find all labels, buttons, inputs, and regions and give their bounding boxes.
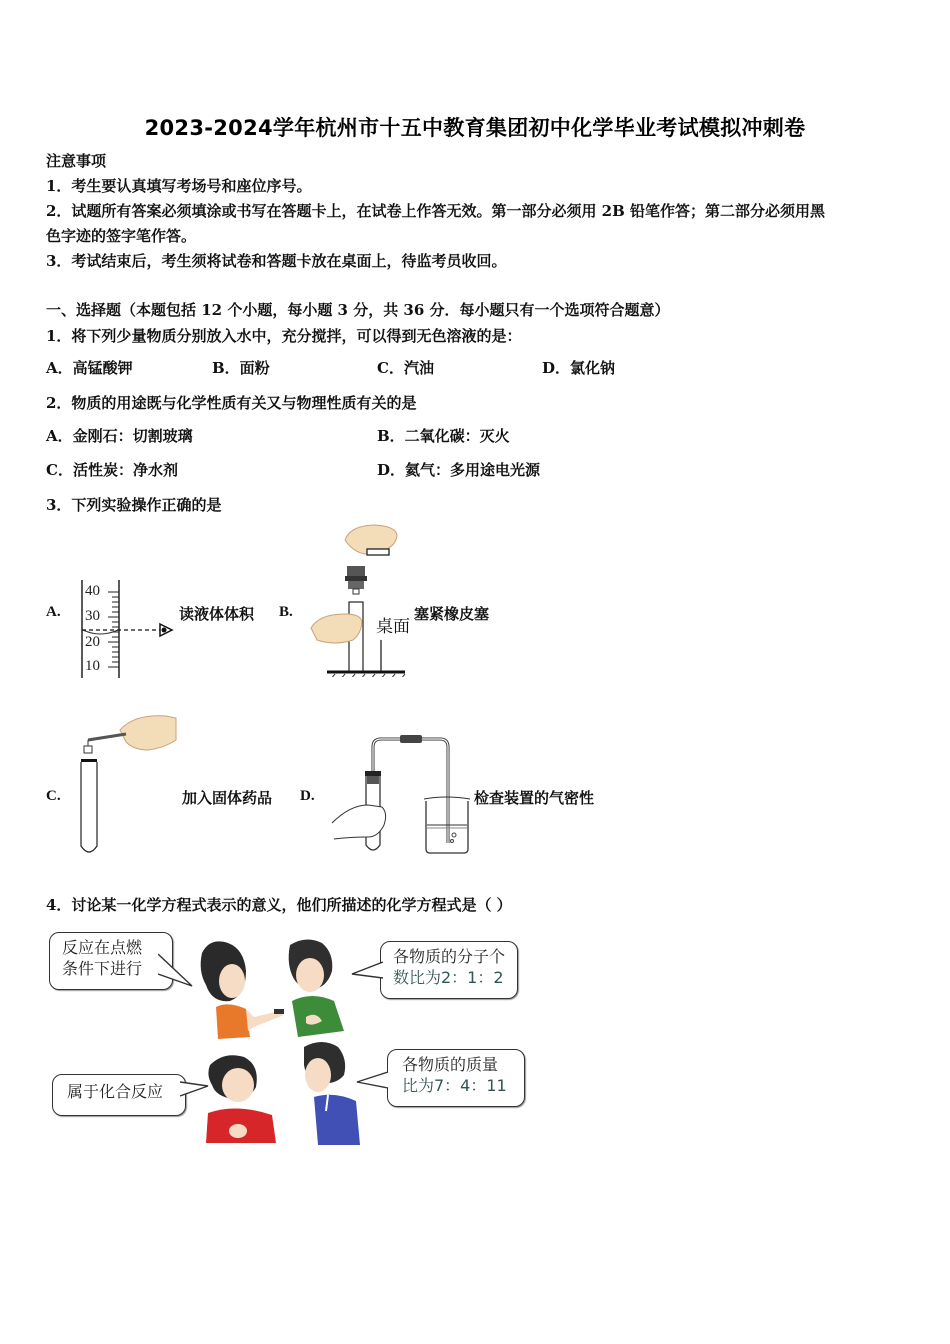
question-4-stem: 4．讨论某一化学方程式表示的意义，他们所描述的化学方程式是（ ） <box>46 896 512 914</box>
bubble-text-line1: 各物质的分子个 <box>393 947 506 966</box>
bubble-text-line2: 条件下进行 <box>62 959 143 978</box>
bubble-text-line1: 反应在点燃 <box>62 938 143 957</box>
notice-item-2: 2．试题所有答案必须填涂或书写在答题卡上，在试卷上作答无效。第一部分必须用 2B 铅笔作答；第二部分必须用黑 <box>46 202 826 220</box>
notices-heading: 注意事项 <box>46 152 107 170</box>
boy-green-shirt-icon <box>289 939 344 1037</box>
page-title: 2023-2024学年杭州市十五中教育集团初中化学毕业考试模拟冲刺卷 <box>144 116 806 140</box>
airtightness-apparatus-illustration <box>330 733 475 858</box>
question-1-option-d[interactable]: D．氯化钠 <box>542 359 616 377</box>
question-2-option-c[interactable]: C．活性炭：净水剂 <box>46 461 178 479</box>
question-3-option-c-caption: 加入固体药品 <box>182 789 273 807</box>
speech-bubble-combination <box>52 1074 186 1116</box>
speech-bubble-ignition <box>49 932 173 990</box>
question-2-option-a[interactable]: A．金刚石：切割玻璃 <box>46 427 193 445</box>
bubble-text-line2: 数比为2：1：2 <box>393 968 504 987</box>
question-1-option-c[interactable]: C．汽油 <box>377 359 434 377</box>
speech-bubble-molecule-ratio <box>380 941 518 999</box>
girl-character-icon <box>201 941 284 1039</box>
question-1-option-b[interactable]: B．面粉 <box>212 359 270 377</box>
question-2-stem: 2．物质的用途既与化学性质有关又与物理性质有关的是 <box>46 394 417 412</box>
notice-item-2-cont: 色字迹的签字笔作答。 <box>46 227 197 245</box>
notice-item-3: 3．考试结束后，考生须将试卷和答题卡放在桌面上，待监考员收回。 <box>46 252 507 270</box>
question-2-option-b[interactable]: B．二氧化碳：灭火 <box>377 427 510 445</box>
bubble-text-line1: 属于化合反应 <box>67 1082 164 1101</box>
notice-item-1: 1．考生要认真填写考场号和座位序号。 <box>46 177 312 195</box>
test-tube-stopper-illustration <box>305 522 415 677</box>
scale-label-20: 20 <box>85 634 100 650</box>
question-3-option-a-label[interactable]: A. <box>46 604 61 620</box>
speech-bubble-mass-ratio <box>387 1049 525 1107</box>
question-3-option-b-caption: 塞紧橡皮塞 <box>414 605 490 623</box>
question-3-option-a-caption: 读液体体积 <box>179 605 255 623</box>
scale-label-30: 30 <box>85 608 100 624</box>
desk-label: 桌面 <box>376 617 410 637</box>
question-3-option-c-label[interactable]: C. <box>46 788 61 804</box>
bubble-text-line1: 各物质的质量 <box>402 1055 499 1074</box>
question-2-option-d[interactable]: D．氦气：多用途电光源 <box>377 461 541 479</box>
question-3-option-b-label[interactable]: B. <box>279 604 293 620</box>
boy-blue-shirt-icon <box>304 1042 360 1145</box>
scale-label-40: 40 <box>85 583 100 599</box>
question-3-option-d-label[interactable]: D. <box>300 788 315 804</box>
question-3-stem: 3．下列实验操作正确的是 <box>46 496 222 514</box>
question-3-option-d-caption: 检查装置的气密性 <box>474 789 595 807</box>
question-1-stem: 1．将下列少量物质分别放入水中，充分搅拌，可以得到无色溶液的是： <box>46 327 522 345</box>
section-heading: 一、选择题（本题包括 12 个小题，每小题 3 分，共 36 分．每小题只有一个选项符合题意） <box>46 301 670 319</box>
bubble-text-line2: 比为7：4：11 <box>402 1076 507 1095</box>
students-discussion-illustration <box>188 935 368 1150</box>
scale-label-10: 10 <box>85 658 100 674</box>
tweezers-test-tube-illustration <box>78 710 188 860</box>
question-1-option-a[interactable]: A．高锰酸钾 <box>46 359 133 377</box>
boy-red-shirt-icon <box>206 1055 276 1143</box>
